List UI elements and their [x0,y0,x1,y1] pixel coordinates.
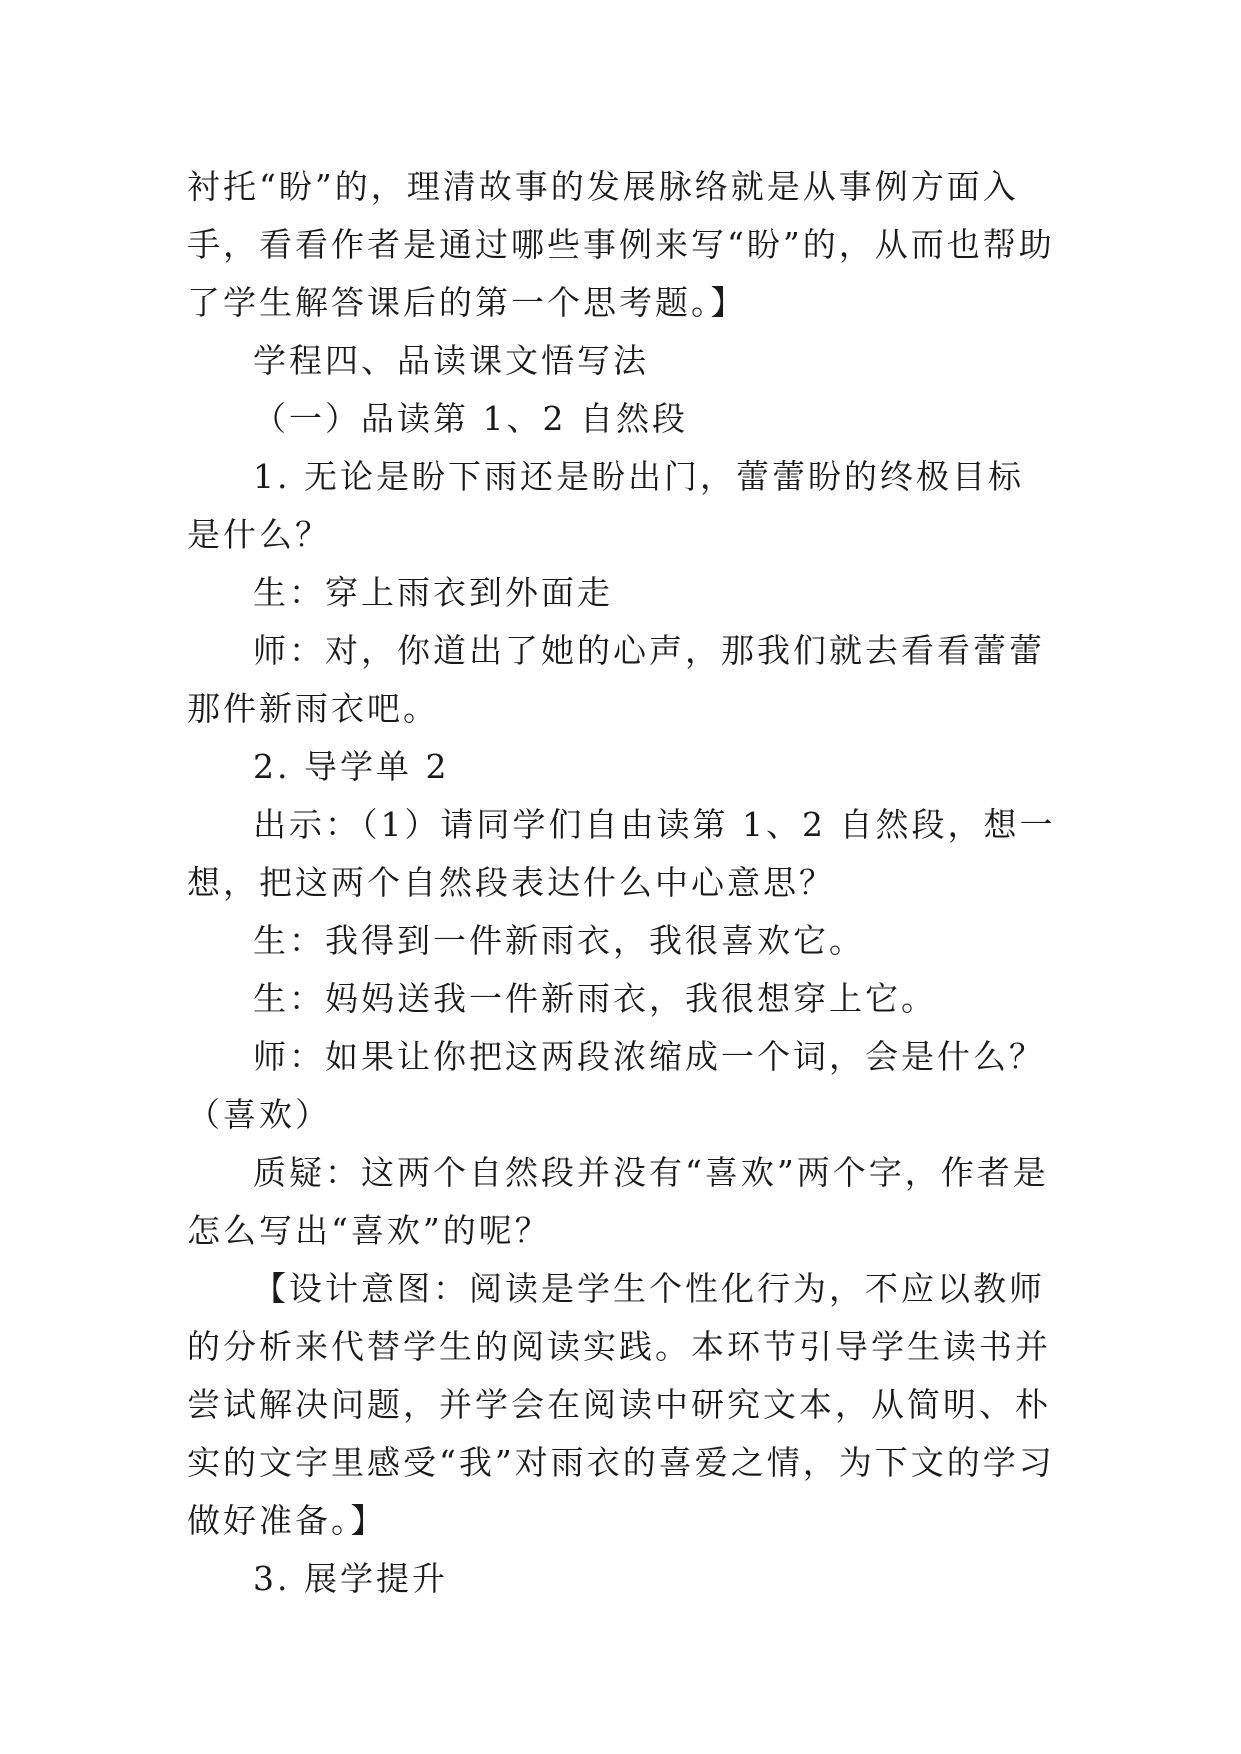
section-heading-study-four: 学程四、品读课文悟写法 [253,341,649,380]
teacher-remark: 师：对，你道出了她的心声，那我们就去看看蕾蕾那件新雨衣吧。 [187,631,1045,728]
student-answer: 生：妈妈送我一件新雨衣，我很想穿上它。 [253,979,937,1018]
student-answer: 生：我得到一件新雨衣，我很喜欢它。 [253,921,865,960]
document-body [187,158,1057,1608]
student-answer: 生：穿上雨衣到外面走 [253,573,613,612]
step-3-heading: 3. 展学提升 [253,1559,448,1598]
paragraph-continuation: 衬托“盼”的，理清故事的发展脉络就是从事例方面入手，看看作者是通过哪些事例来写“盼”的，从而也帮助了学生解答课后的第一个思考题。】 [187,167,1055,322]
subheading-paragraphs-1-2: （一）品读第 1、2 自然段 [253,399,688,438]
question-1: 1. 无论是盼下雨还是盼出门，蕾蕾盼的终极目标是什么？ [187,457,1024,554]
design-intent-note: 【设计意图：阅读是学生个性化行为，不应以教师的分析来代替学生的阅读实践。本环节引导学生读书并尝试解决问题，并学会在阅读中研究文本，从简明、朴实的文字里感受“我”对雨衣的喜爱之情，为下文的学习做好准备。】 [187,1269,1055,1540]
show-prompt: 出示：（1）请同学们自由读第 1、2 自然段，想一想，把这两个自然段表达什么中心意思？ [187,805,1056,902]
doubt-question: 质疑：这两个自然段并没有“喜欢”两个字，作者是怎么写出“喜欢”的呢？ [187,1153,1049,1250]
guide-sheet-2: 2. 导学单 2 [253,747,450,786]
teacher-question: 师：如果让你把这两段浓缩成一个词，会是什么？（喜欢） [187,1037,1045,1134]
